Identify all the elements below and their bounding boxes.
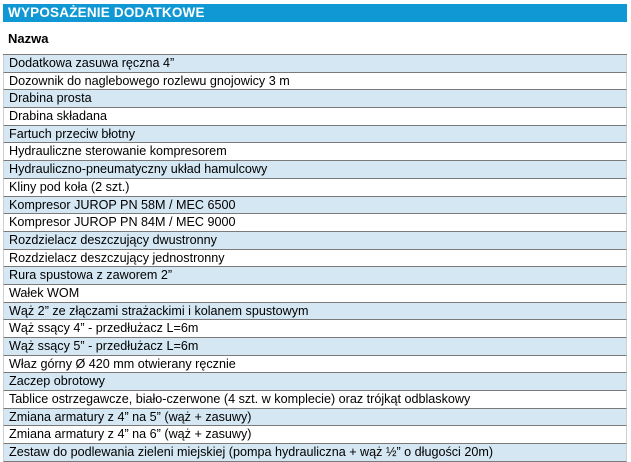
table-row: Dodatkowa zasuwa ręczna 4” [3,55,627,73]
table-row: Drabina składana [3,108,627,126]
section-title: WYPOSAŻENIE DODATKOWE [3,4,627,22]
table-row: Hydrauliczno-pneumatyczny układ hamulcowy [3,161,627,179]
table-row: Wąż ssący 5” - przedłużacz L=6m [3,338,627,356]
table-row: Hydrauliczne sterowanie kompresorem [3,143,627,161]
table-row: Właz górny Ø 420 mm otwierany ręcznie [3,356,627,374]
table-row: Fartuch przeciw błotny [3,126,627,144]
table-row: Kompresor JUROP PN 84M / MEC 9000 [3,214,627,232]
table-row: Wałek WOM [3,285,627,303]
table-row: Kliny pod koła (2 szt.) [3,179,627,197]
table-row: Wąż 2” ze złączami strażackimi i kolanem spustowym [3,303,627,321]
column-header-name: Nazwa [8,31,49,46]
table-row: Zmiana armatury z 4” na 5” (wąż + zasuwy) [3,409,627,427]
table-row: Zestaw do podlewania zieleni miejskiej (pompa hydrauliczna + wąż ½” o długości 20m) [3,444,627,462]
table-row: Zaczep obrotowy [3,373,627,391]
table-row: Zmiana armatury z 4” na 6” (wąż + zasuwy) [3,426,627,444]
equipment-table [3,54,627,462]
table-row: Rura spustowa z zaworem 2” [3,267,627,285]
table-row: Tablice ostrzegawcze, biało-czerwone (4 szt. w komplecie) oraz trójkąt odblaskowy [3,391,627,409]
table-row: Drabina prosta [3,90,627,108]
table-row: Wąż ssący 4” - przedłużacz L=6m [3,320,627,338]
table-row: Rozdzielacz deszczujący jednostronny [3,250,627,268]
table-row: Rozdzielacz deszczujący dwustronny [3,232,627,250]
table-row: Dozownik do naglebowego rozlewu gnojowicy 3 m [3,73,627,91]
table-row: Kompresor JUROP PN 58M / MEC 6500 [3,197,627,215]
